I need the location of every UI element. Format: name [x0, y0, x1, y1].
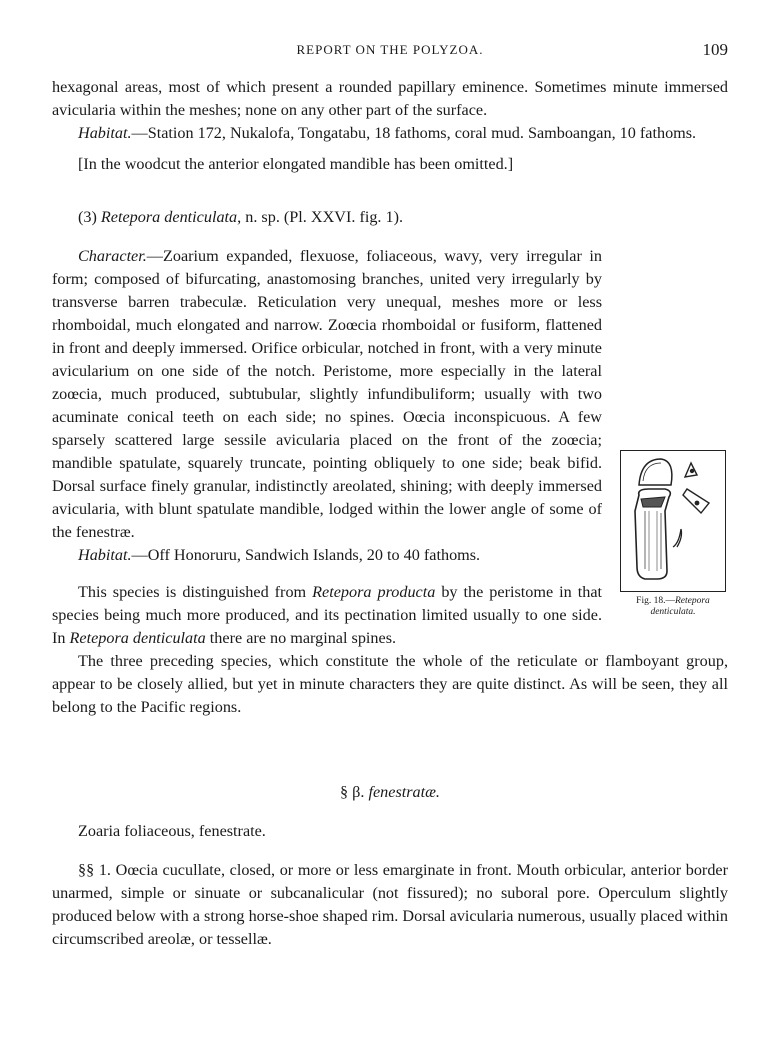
figure-caption	[618, 596, 728, 618]
species-reference: , n. sp. (Pl. XXVI. fig. 1).	[237, 208, 404, 226]
figure-caption-species: Retepora denticulata.	[650, 596, 710, 617]
subsection-paragraph: §§ 1. Oœcia cucullate, closed, or more or less emarginate in front. Mouth orbicular, anterior border unarmed, simple or sinuate or subcanalicular (not fissured); no suboral pore. Operculum slightly produced below with a strong horse-shoe shaped rim. Dorsal avicularia numerous, usually placed within circumscribed areolæ, or tessellæ.	[52, 861, 728, 948]
running-title: REPORT ON THE POLYZOA.	[296, 42, 484, 57]
page-number: 109	[702, 40, 728, 59]
habitat-label: Habitat.	[78, 124, 132, 142]
species-number: (3)	[78, 208, 97, 226]
figure-18	[618, 450, 728, 618]
figure-caption-prefix: Fig. 18.—	[636, 596, 675, 606]
group-summary-paragraph: The three preceding species, which constitute the whole of the reticulate or flamboyant group, appear to be closely allied, but yet in minute characters they are quite distinct. As will be seen, they all belong to the Pacific regions.	[52, 652, 728, 716]
habitat-paragraph	[52, 122, 728, 145]
retepora-woodcut-drawing	[621, 451, 725, 591]
figure-illustration	[620, 450, 726, 592]
habitat-label-2: Habitat.	[78, 546, 132, 564]
species-heading	[52, 206, 728, 229]
section-heading	[52, 781, 728, 804]
species-ref-denticulata: Retepora denticulata	[69, 629, 206, 647]
species-ref-producta: Retepora producta	[312, 583, 436, 601]
paragraph-continued: hexagonal areas, most of which present a rounded papillary eminence. Sometimes minute immersed avicularia within the meshes; none on any other part of the surface.	[52, 78, 728, 119]
character-block	[52, 245, 728, 650]
character-label: Character.	[78, 247, 147, 265]
habitat-text-2: —Off Honoruru, Sandwich Islands, 20 to 40 fathoms.	[131, 546, 481, 564]
habitat-text: —Station 172, Nukalofa, Tongatabu, 18 fathoms, coral mud. Samboangan, 10 fathoms.	[131, 124, 697, 142]
character-text: —Zoarium expanded, flexuose, foliaceous, wavy, very irregular in form; composed of bifurcating, anastomosing branches, united very irregularly by transverse barren trabeculæ. Reticulation very unequal, meshes more or less rhomboidal, much elongated and narrow. Zoœcia rhomboidal or fusiform, flattened in front and deeply immersed. Orifice orbicular, notched in front, with a very minute avicularium on one side of the notch. Peristome, more especially in the lateral zoœcia, much produced, subtubular, slightly infundibuliform; usually with two acuminate conical teeth on each side; no spines. Oœcia inconspicuous. A few sparsely scattered large sessile avicularia placed on the front of the zoœcia; mandible spatulate, squarely truncate, pointing obliquely to one side; beak bifid. Dorsal surface finely granular, indistinctly areolated, shining; with deeply immersed avicularia, with blunt spatulate mandible, lodged within the lower angle of some of the fenestræ.	[52, 247, 602, 541]
distinguish-text-c: there are no marginal spines.	[205, 629, 397, 647]
page-header	[52, 42, 728, 64]
section-symbol: § β.	[340, 783, 369, 801]
woodcut-note: [In the woodcut the anterior elongated mandible has been omitted.]	[78, 155, 514, 173]
section-name: fenestratæ.	[368, 783, 440, 801]
page-body	[52, 76, 728, 951]
species-name: Retepora denticulata	[100, 208, 238, 226]
zoaria-paragraph: Zoaria foliaceous, fenestrate.	[78, 822, 266, 840]
distinguish-text-b: by the peristome in that species being much more produced, and its pectination limited usually to one side. In	[52, 583, 602, 647]
distinguish-text-a: This species is distinguished from	[78, 583, 313, 601]
